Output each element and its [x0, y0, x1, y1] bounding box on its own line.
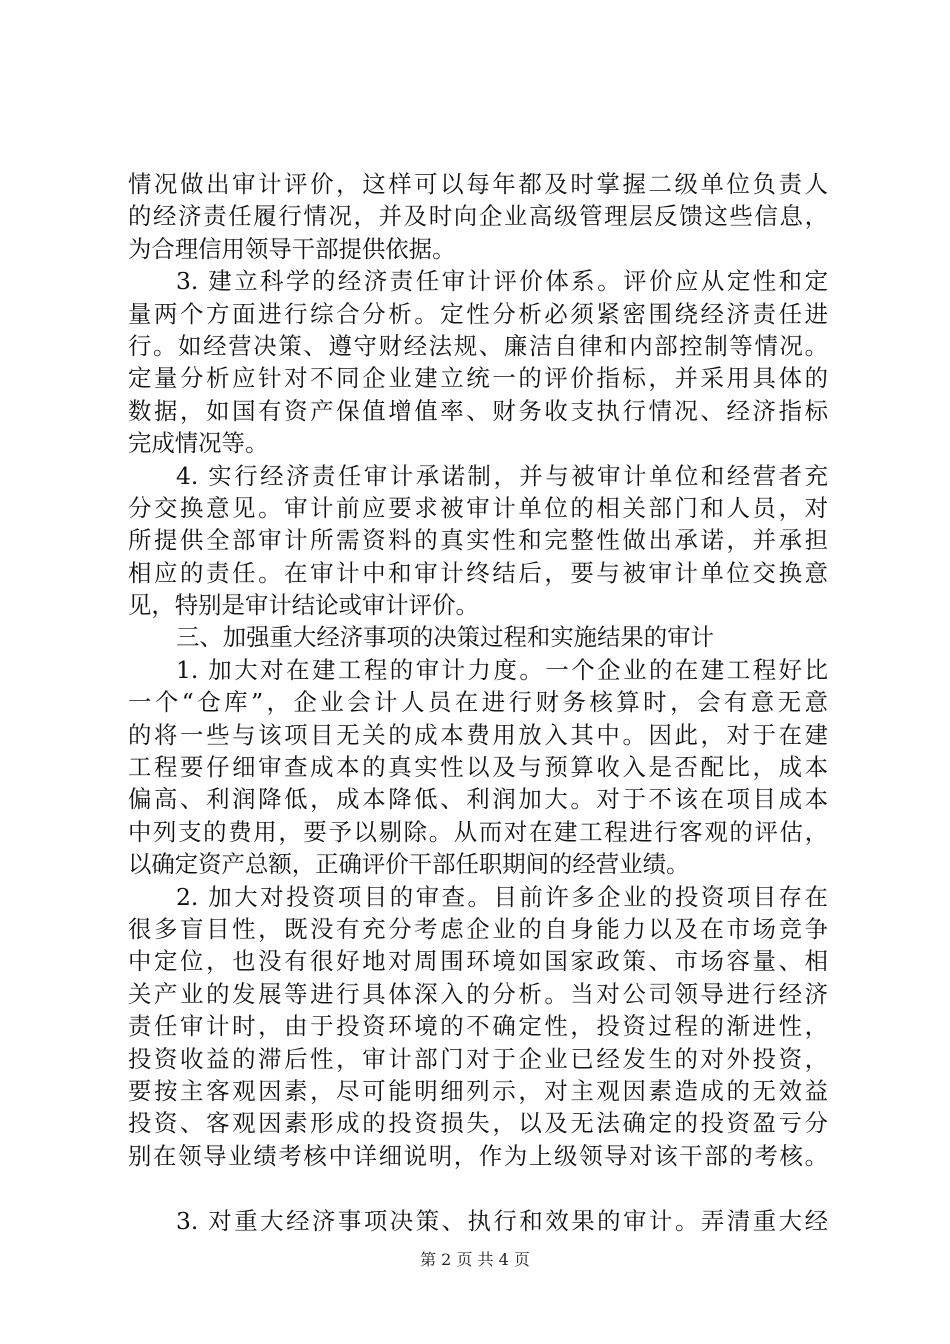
text-line: 一个“仓库”，企业会计人员在进行财务核算时，会有意无意: [128, 688, 828, 717]
text-line: 的经济责任履行情况，并及时向企业高级管理层反馈这些信息，: [128, 202, 828, 231]
text-line: 中定位，也没有很好地对周围环境如国家政策、市场容量、相: [128, 947, 828, 976]
text-line: 3. 建立科学的经济责任审计评价体系。评价应从定性和定: [176, 267, 828, 296]
text-line: 以确定资产总额，正确评价干部任职期间的经营业绩。: [128, 850, 690, 879]
text-line: 行。如经营决策、遵守财经法规、廉洁自律和内部控制等情况。: [128, 331, 828, 360]
section-heading: 三、加强重大经济事项的决策过程和实施结果的审计: [176, 623, 714, 652]
text-line: 相应的责任。在审计中和审计终结后，要与被审计单位交换意: [128, 558, 828, 587]
text-line: 量两个方面进行综合分析。定性分析必须紧密围绕经济责任进: [128, 299, 828, 328]
text-line: 别在领导业绩考核中详细说明，作为上级领导对该干部的考核。: [128, 1141, 828, 1170]
text-line: 的将一些与该项目无关的成本费用放入其中。因此，对于在建: [128, 720, 828, 749]
text-line: 工程要仔细审查成本的真实性以及与预算收入是否配比，成本: [128, 753, 828, 782]
text-line: 偏高、利润降低，成本降低、利润加大。对于不该在项目成本: [128, 785, 828, 814]
text-line: 4. 实行经济责任审计承诺制，并与被审计单位和经营者充: [176, 461, 828, 490]
text-line: 中列支的费用，要予以剔除。从而对在建工程进行客观的评估，: [128, 817, 828, 846]
text-line: 见，特别是审计结论或审计评价。: [128, 591, 479, 620]
document-body: [128, 168, 828, 1237]
text-line: 投资、客观因素形成的投资损失，以及无法确定的投资盈亏分: [128, 1109, 828, 1138]
text-line: 情况做出审计评价，这样可以每年都及时掌握二级单位负责人: [128, 170, 828, 198]
text-line: 2. 加大对投资项目的审查。目前许多企业的投资项目存在: [176, 882, 828, 911]
text-line: 分交换意见。审计前应要求被审计单位的相关部门和人员，对: [128, 493, 828, 522]
text-line: 完成情况等。: [128, 429, 269, 458]
text-line: 3. 对重大经济事项决策、执行和效果的审计。弄清重大经: [176, 1206, 828, 1235]
text-line: 投资收益的滞后性，审计部门对于企业已经发生的对外投资，: [128, 1044, 828, 1073]
text-line: 很多盲目性，既没有充分考虑企业的自身能力以及在市场竞争: [128, 914, 828, 943]
text-line: 数据，如国有资产保值增值率、财务收支执行情况、经济指标: [128, 396, 828, 425]
paragraph-gap: [128, 1172, 828, 1204]
text-line: 定量分析应针对不同企业建立统一的评价指标，并采用具体的: [128, 364, 828, 393]
page-number: 第 2 页 共 4 页: [420, 1250, 530, 1269]
text-line: 1. 加大对在建工程的审计力度。一个企业的在建工程好比: [176, 655, 828, 684]
text-line: 关产业的发展等进行具体深入的分析。当对公司领导进行经济: [128, 979, 828, 1008]
text-line: 要按主客观因素，尽可能明细列示，对主观因素造成的无效益: [128, 1076, 828, 1105]
text-line: 为合理信用领导干部提供依据。: [128, 234, 456, 263]
text-line: 所提供全部审计所需资料的真实性和完整性做出承诺，并承担: [128, 526, 828, 555]
text-line: 责任审计时，由于投资环境的不确定性，投资过程的渐进性，: [128, 1012, 828, 1041]
